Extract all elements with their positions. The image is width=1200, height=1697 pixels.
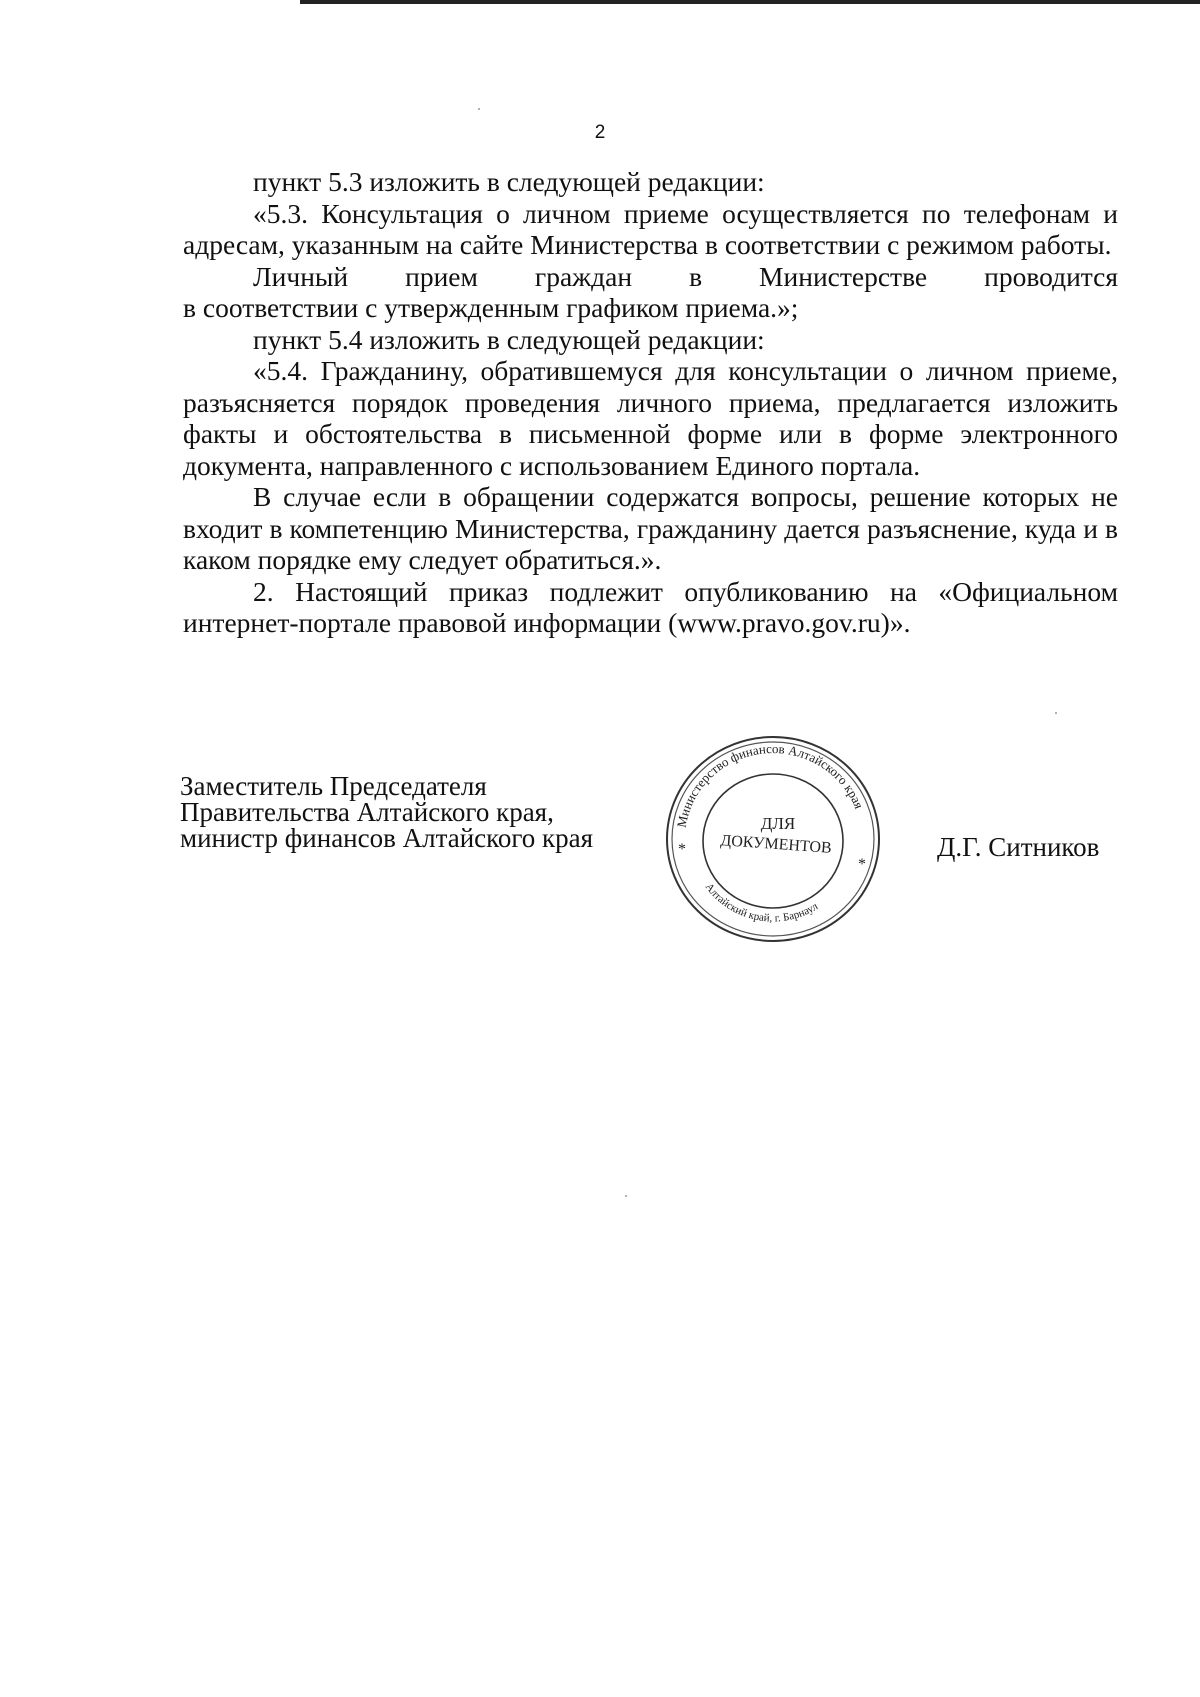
position-line-2: Правительства Алтайского края, — [180, 797, 554, 827]
signatory-position — [180, 773, 640, 851]
scan-speck — [1055, 712, 1057, 714]
document-body — [183, 166, 1118, 639]
stamp-center-line-2: ДОКУМЕНТОВ — [719, 832, 833, 857]
stamp-center-line-1: ДЛЯ — [760, 814, 796, 833]
paragraph-reception-schedule: в соответствии с утвержденным графиком приема.»; — [183, 292, 799, 323]
stamp-bottom-text: Алтайский край, г. Барнаул — [702, 881, 821, 925]
paragraph-personal-reception: Личный прием граждан в Министерстве проводится — [253, 260, 1118, 292]
stamp-star-right: * — [858, 856, 866, 873]
paragraph-clause-5-3: «5.3. Консультация о личном приеме осуществляется по телефонам и адресам, указанным на сайте Министерства в соответствии с режимом работы. — [183, 197, 1118, 260]
official-stamp — [658, 729, 888, 949]
stamp-outer-text: Министерство финансов Алтайского края — [673, 740, 867, 829]
scan-speck — [478, 108, 480, 110]
position-line-1: Заместитель Председателя — [180, 771, 487, 801]
paragraph-amend-5-4: пункт 5.4 изложить в следующей редакции: — [253, 323, 765, 355]
scan-top-border — [300, 0, 1200, 4]
page-number: 2 — [594, 122, 606, 143]
paragraph-clause-5-4: «5.4. Гражданину, обратившемуся для консультации о личном приеме, разъясняется порядок проведения личного приема, предлагается изложить факты и обстоятельства в письменной форме или в форме электронного документа, направленного с использованием Единого портала. — [183, 355, 1118, 481]
scan-speck — [625, 1195, 627, 1197]
paragraph-publication: 2. Настоящий приказ подлежит опубликованию на «Официальном интернет-портале правовой информации (www.pravo.gov.ru)». — [183, 575, 1118, 638]
position-line-3: министр финансов Алтайского края — [180, 823, 594, 853]
stamp-seal-icon — [658, 729, 888, 949]
paragraph-competence: В случае если в обращении содержатся вопросы, решение которых не входит в компетенцию Министерства, гражданину дается разъяснение, куда и в каком порядке ему следует обратиться.». — [183, 481, 1118, 575]
stamp-star-left: * — [678, 841, 686, 858]
paragraph-amend-5-3: пункт 5.3 изложить в следующей редакции: — [253, 166, 765, 197]
signatory-name: Д.Г. Ситников — [937, 832, 1100, 862]
